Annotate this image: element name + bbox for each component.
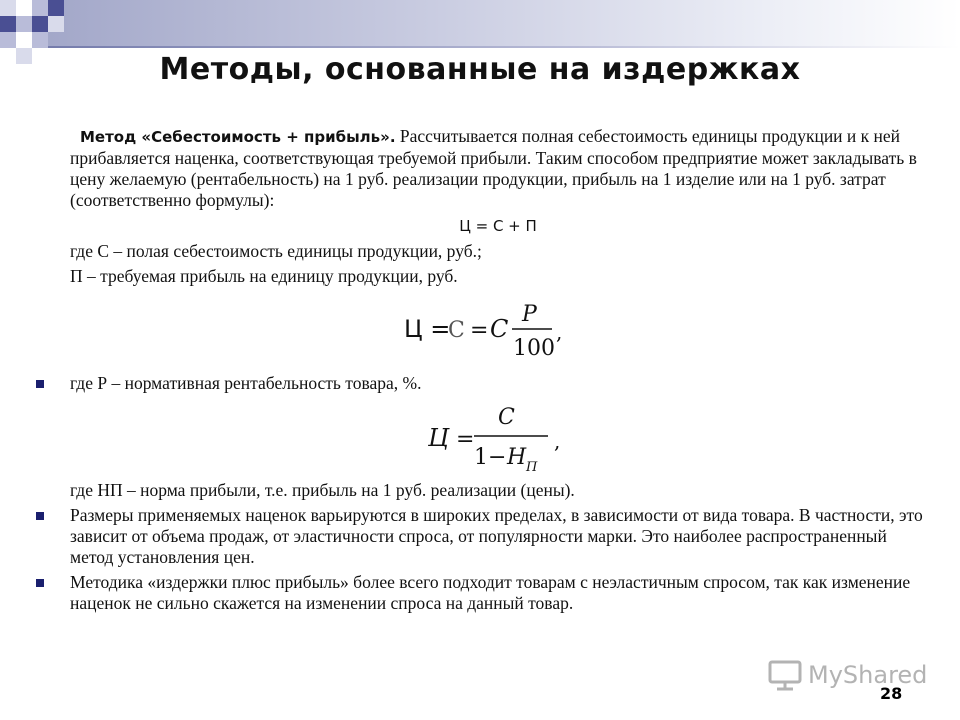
bullet-marker xyxy=(36,512,44,520)
slide-title: Методы, основанные на издержках xyxy=(159,52,801,87)
bullet-marker xyxy=(36,380,44,388)
formula-rentability-block xyxy=(70,287,926,373)
method-name: Метод «Себестоимость + прибыль». xyxy=(80,128,396,146)
bullet-marker xyxy=(36,579,44,587)
formula-rentability xyxy=(70,287,926,373)
formula3-lhs: Ц xyxy=(428,424,449,452)
intro-paragraph xyxy=(70,126,926,211)
intro-text: Рассчитывается полная себестоимость единицы продукции и к ней прибавляется наценка, соответствующая требуемой прибыли. Таким способом предприятие может закладывать в цену желаемую (рентабельность) на 1 руб. реализации продукции, прибыль на 1 изделие или на 1 руб. затрат (соответственно формулы): xyxy=(70,126,917,210)
top-banner xyxy=(0,0,960,46)
top-banner-line xyxy=(0,46,960,48)
formula3-denominator-h: Н xyxy=(507,445,527,470)
bullet-text-2: Размеры применяемых наценок варьируются в широких пределах, в зависимости от вида товара. В частности, это зависит от объема продаж, от эластичности спроса, от популярности марки. Это наиболее распространенный метод установления цен. xyxy=(70,505,923,567)
formula2-eq: = xyxy=(470,318,489,343)
formula3-denominator-sub: П xyxy=(526,460,538,475)
formula3-numerator: C xyxy=(498,405,515,430)
formula2-numerator: P xyxy=(522,302,537,327)
formula2-c1: С xyxy=(448,318,465,343)
watermark-text: MyShared xyxy=(808,661,928,689)
where-p-line: П – требуемая прибыль на единицу продукции, руб. xyxy=(70,266,458,286)
formula-simple: Ц = С + П xyxy=(459,217,537,235)
where-c-line: где С – полая себестоимость единицы продукции, руб.; xyxy=(70,241,482,261)
projector-icon xyxy=(768,659,802,691)
formula-profit-norm xyxy=(70,394,926,480)
bullet-text-3: Методика «издержки плюс прибыль» более всего подходит товарам с неэластичным спросом, так как изменение наценок не сильно скажется на изменении спроса на данный товар. xyxy=(70,572,911,613)
watermark-logo xyxy=(768,658,927,692)
formula3-denominator-left: 1− xyxy=(474,445,507,470)
where-np-line: где НП – норма прибыли, т.е. прибыль на 1 руб. реализации (цены). xyxy=(70,480,575,500)
bullet-item-2 xyxy=(70,505,926,568)
formula2-c2: С xyxy=(490,315,509,343)
bullet-item-3 xyxy=(70,572,926,614)
slide-body xyxy=(70,126,926,614)
formula2-comma: , xyxy=(556,320,563,344)
bullet-text-1: где Р – нормативная рентабельность товара, %. xyxy=(70,373,422,393)
bullet-item-1 xyxy=(70,373,926,394)
formula2-denominator: 100 xyxy=(513,336,555,361)
formula2-lhs: Ц = xyxy=(404,315,451,343)
page-number: 28 xyxy=(880,684,903,703)
formula3-eq: = xyxy=(456,427,475,452)
formula3-comma: , xyxy=(554,429,561,453)
formula-profit-norm-block xyxy=(70,394,926,480)
